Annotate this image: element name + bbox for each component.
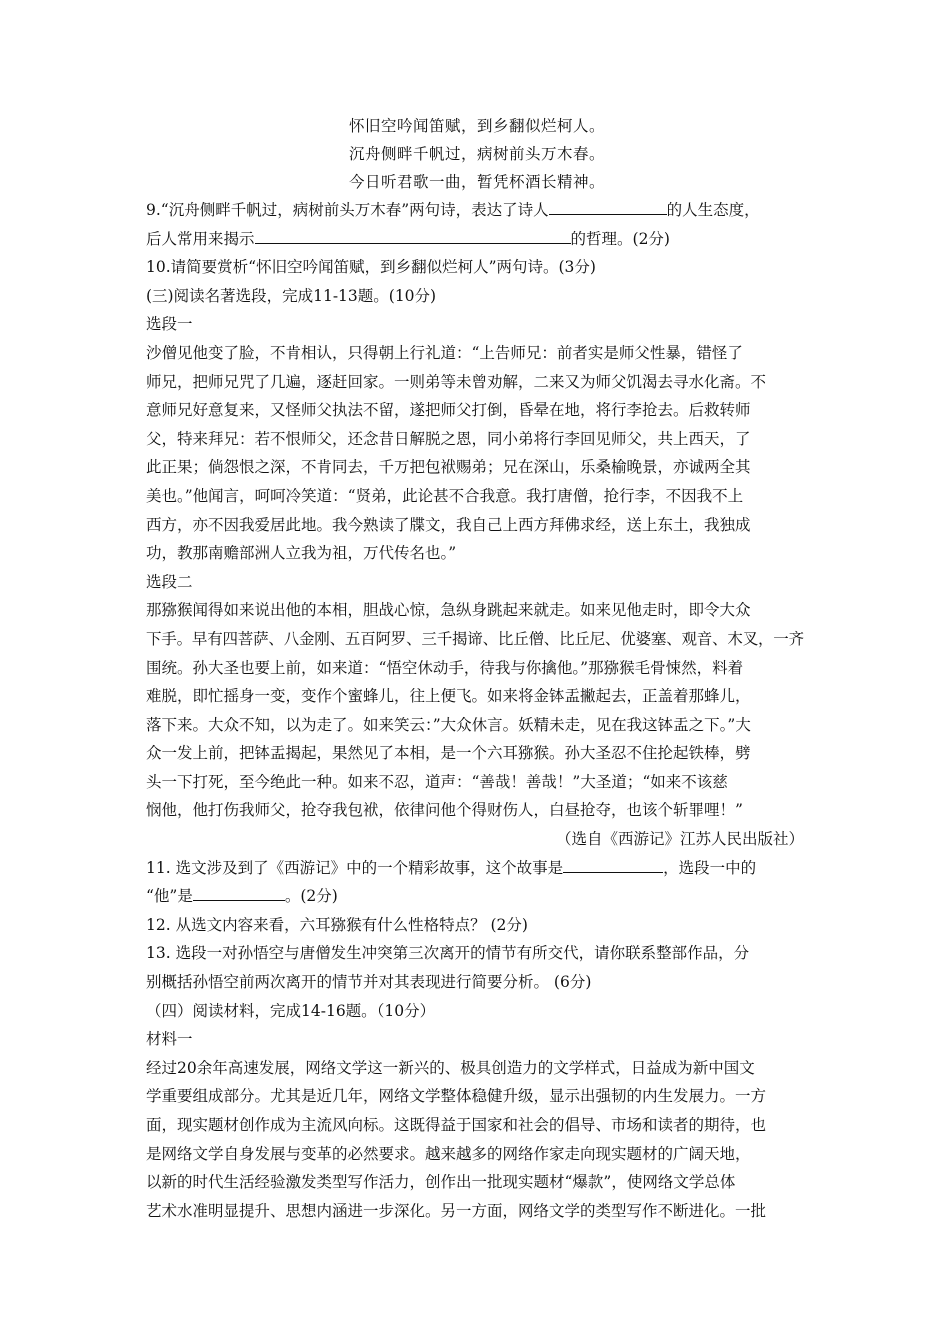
text-line: 学重要组成部分。尤其是近几年，网络文学整体稳健升级，显示出强韧的内生发展力。一方 — [146, 1087, 767, 1106]
q11-answer-blank-1[interactable] — [563, 854, 663, 873]
text-line: 父，特来拜兄：若不恨师父，还念昔日解脱之恩，同小弟将行李回见师父，共上西天，了 — [146, 429, 751, 448]
material-1 — [146, 1054, 808, 1226]
text-line: 此正果；倘怨恨之深，不肯同去，千万把包袱赐弟；兄在深山，乐桑榆晚景，亦诚两全其 — [146, 458, 751, 477]
excerpt-2 — [146, 596, 808, 825]
text-line: 以新的时代生活经验激发类型写作活力，创作出一批现实题材“爆款”，使网络文学总体 — [146, 1173, 736, 1192]
poem — [146, 112, 808, 196]
text-line: 悯他，他打伤我师父，抢夺我包袱，依律问他个得财伤人，白昼抢夺，也该个斩罪哩！” — [146, 801, 743, 820]
text-line: 那猕猴闻得如来说出他的本相，胆战心惊，急纵身跳起来就走。如来见他走时，即令大众 — [146, 601, 751, 620]
q9-text-4: 的哲理。(2分) — [570, 229, 670, 248]
section-3-heading: (三)阅读名著选段，完成11-13题。(10分) — [146, 286, 437, 305]
question-13 — [146, 939, 808, 996]
text-line: 是网络文学自身发展与变革的必然要求。越来越多的网络作家走向现实题材的广阔天地， — [146, 1144, 751, 1163]
text-line: 意师兄好意复来，又怪师父执法不留，遂把师父打倒，昏晕在地，将行李抢去。后救转师 — [146, 401, 751, 420]
q11-text-3: “他”是 — [146, 887, 193, 906]
excerpt-2-label: 选段二 — [146, 572, 193, 591]
question-9 — [146, 196, 808, 253]
text-line: 西方，亦不因我爱居此地。我今熟读了牒文，我自己上西方拜佛求经，送上东土，我独成 — [146, 515, 751, 534]
q9-answer-blank-1[interactable] — [549, 196, 667, 215]
excerpt-1-label: 选段一 — [146, 315, 193, 334]
q9-text-1: 9.“沉舟侧畔千帆过，病树前头万木春”两句诗，表达了诗人 — [146, 201, 549, 219]
text-line: 功，教那南赡部洲人立我为祖，万代传名也。” — [146, 544, 457, 563]
q11-text-4: 。(2分) — [284, 887, 338, 906]
text-line: 头一下打死，至今绝此一种。如来不忍，道声：“善哉！善哉！”大圣道；“如来不该慈 — [146, 772, 728, 791]
document-page — [146, 112, 808, 1225]
text-line: 众一发上前，把钵盂揭起，果然见了本相，是一个六耳猕猴。孙大圣忍不住抡起铁棒，劈 — [146, 744, 751, 763]
text-line: 下手。早有四菩萨、八金刚、五百阿罗、三千揭谛、比丘僧、比丘尼、优婆塞、观音、木叉，一齐 — [146, 629, 804, 648]
text-line: 面，现实题材创作成为主流风向标。这既得益于国家和社会的倡导、市场和读者的期待，也 — [146, 1116, 767, 1134]
question-10: 10.请简要赏析“怀旧空吟闻笛赋，到乡翻似烂柯人”两句诗。(3分) — [146, 258, 596, 277]
q9-text-2: 的人生态度， — [666, 201, 760, 219]
question-11 — [146, 854, 808, 911]
text-line: 围统。孙大圣也要上前，如来道：“悟空休动手，待我与你擒他。”那猕猴毛骨悚然，料着 — [146, 658, 744, 677]
text-line: 艺术水准明显提升、思想内涵进一步深化。另一方面，网络文学的类型写作不断进化。一批 — [146, 1201, 767, 1220]
excerpt-1 — [146, 339, 808, 568]
text-line: 美也。”他闻言，呵呵冷笑道：“贤弟，此论甚不合我意。我打唐僧，抢行李，不因我不上 — [146, 486, 744, 505]
q11-text-2: ，选段一中的 — [663, 858, 757, 877]
text-line: 落下来。大众不知，以为走了。如来笑云：”大众休言。妖精未走，见在我这钵盂之下。”大 — [146, 715, 751, 734]
poem-line: 今日听君歌一曲，暂凭杯酒长精神。 — [348, 173, 605, 191]
poem-line: 沉舟侧畔千帆过，病树前头万木春。 — [348, 145, 605, 163]
text-line: 13. 选段一对孙悟空与唐僧发生冲突第三次离开的情节有所交代，请你联系整部作品，分 — [146, 944, 750, 963]
q9-text-3: 后人常用来揭示 — [146, 229, 255, 248]
text-line: 别概括孙悟空前两次离开的情节并对其表现进行简要分析。 (6分) — [146, 973, 592, 992]
text-line: 沙僧见他变了脸，不肯相认，只得朝上行礼道：“上告师兄：前者实是师父性暴，错怪了 — [146, 343, 743, 362]
text-line: 难脱，即忙摇身一变，变作个蜜蜂儿，往上便飞。如来将金钵盂撇起去，正盖着那蜂儿， — [146, 687, 751, 706]
poem-line: 怀旧空吟闻笛赋，到乡翻似烂柯人。 — [348, 117, 605, 135]
question-12: 12. 从选文内容来看，六耳猕猴有什么性格特点？ (2分) — [146, 915, 528, 934]
text-line: 经过20余年高速发展，网络文学这一新兴的、极具创造力的文学样式，日益成为新中国文 — [146, 1058, 755, 1077]
text-line: 师兄，把师兄咒了几遍，逐赶回家。一则弟等未曾劝解，二来又为师父饥渴去寻水化斋。不 — [146, 372, 767, 391]
q11-answer-blank-2[interactable] — [193, 882, 285, 901]
q11-text-1: 11. 选文涉及到了《西游记》中的一个精彩故事，这个故事是 — [146, 858, 564, 877]
q9-answer-blank-2[interactable] — [255, 225, 571, 244]
section-4-heading: （四）阅读材料，完成14-16题。（10分） — [146, 1001, 436, 1020]
material-1-label: 材料一 — [146, 1030, 193, 1049]
source-citation: （选自《西游记》江苏人民出版社） — [555, 830, 804, 849]
